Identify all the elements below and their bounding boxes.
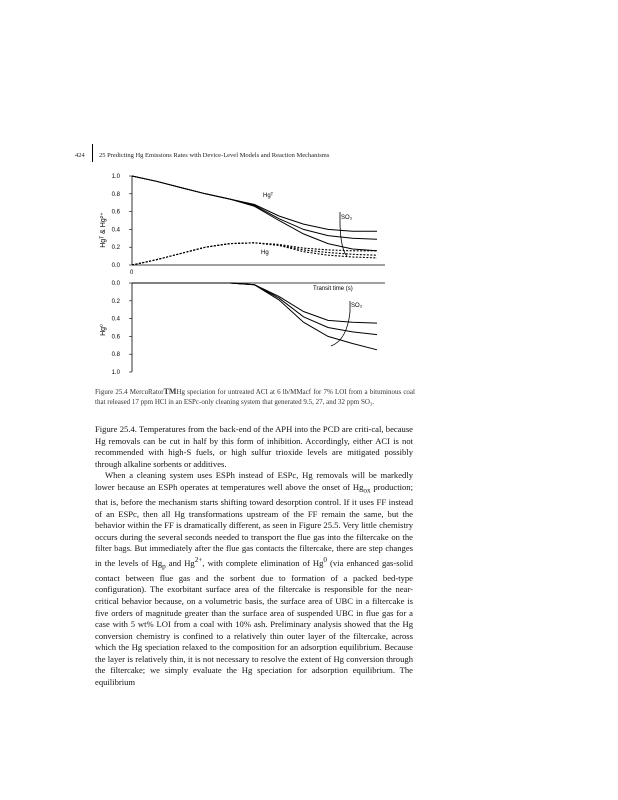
y-tick-label: 0.4	[111, 227, 120, 234]
hg-ox-curve-label: Hg	[261, 250, 269, 256]
top-y-ticks	[112, 174, 132, 269]
page-number: 424	[75, 152, 85, 159]
x-axis-label: Transit time (s)	[313, 286, 353, 292]
y-tick-label: 0.8	[111, 352, 120, 359]
chapter-title: 25 Predicting Hg Emissions Rates with Device-Level Models and Reaction Mechanisms	[99, 152, 330, 159]
p2-part-a: When a cleaning system uses ESPh instead of ESPc, Hg removals will be markedly lower because an ESPh operates at temperatures well above the onset of Hg	[95, 470, 413, 492]
caption-prefix: Figure 25.4 MercuRator	[95, 388, 164, 396]
p2-sup-2plus: 2+	[194, 555, 203, 564]
figure-caption	[95, 387, 415, 407]
bottom-y-label: Hg⁰	[100, 324, 107, 336]
caption-tm: TM	[163, 387, 177, 396]
paragraph-2	[95, 470, 413, 688]
bottom-y-ticks	[112, 281, 132, 376]
y-tick-label: 1.0	[111, 370, 120, 376]
p2-part-d: , with complete elimination of Hg	[202, 557, 324, 568]
header-divider	[92, 144, 93, 162]
y-tick-label: 0.0	[111, 281, 120, 287]
page-header	[75, 152, 495, 168]
top-y-label: Hgᵀ & Hg²⁺	[100, 212, 107, 248]
p2-part-b: production; that is, before the mechanism starts shifting toward desorption control. If it uses FF instead of an ESPc, then all Hg transformations upstream of the FF remain the same, but the behavior within the FF is dramatically different, as seen in Figure 25.5. Very little chemistry occurs during the several seconds needed to transport the flue gas into the filtercake on the filter bags. But immediately after the flue gas contacts the filtercake, there are step changes in the levels of Hg	[95, 481, 413, 568]
y-tick-label: 0.2	[111, 298, 120, 305]
top-so3-arrow	[340, 225, 347, 256]
top-so3-label: SO₃	[341, 215, 353, 221]
y-tick-label: 0.2	[111, 245, 120, 252]
paragraph-1: Figure 25.4. Temperatures from the back-end of the APH into the PCD are criti-cal, because Hg removals can be cut in half by this form of inhibition. Accordingly, either ACI is not recommended with high-S fuels, or high sulfur trioxide levels are mitigated possibly through alkaline sorbents or additives.	[95, 424, 413, 469]
y-tick-label: 0.6	[111, 209, 120, 216]
bottom-so3-label: SO₃	[351, 303, 363, 309]
y-tick-label: 0.8	[111, 191, 120, 198]
y-tick-label: 0.6	[111, 334, 120, 341]
p2-part-e: (via enhanced gas-solid contact between flue gas and the sorbent due to formation of a packed bed-type configuration). The exorbitant surface area of the filtercake is responsible for the near-critical behavior because, on a volumetric basis, the surface area of UBC in a filtercake is five orders of magnitude greater than the surface area of suspended UBC in flue gas for a case with 5 wt% LOI from a coal with 10% ash. Preliminary analysis showed that the Hg conversion chemistry is confined to a relatively thin outer layer of the filtercake, across which the Hg speciation relaxed to the composition for an adsorption equilibrium. Because the layer is relatively thin, it is not necessary to resolve the extent of Hg conversion through the filtercake; we simply evaluate the Hg speciation for adsorption equilibrium. The equilibrium	[95, 557, 413, 687]
p2-sub-p: p	[162, 562, 166, 571]
p2-part-c: and Hg	[165, 557, 195, 568]
hgT-curve-label: Hgᵀ	[263, 193, 274, 199]
caption-text: Hg speciation for untreated ACI at 6 lb/MMacf for 7% LOI from a bituminous coal that released 17 ppm HCl in an ESPc-only cleaning system that generated 9.5, 27, and 32 ppm SO₃.	[95, 388, 415, 406]
p2-sup-0: 0	[323, 555, 327, 564]
body-text	[95, 424, 413, 688]
y-tick-label: 1.0	[111, 174, 120, 180]
figure-25-4	[95, 170, 395, 385]
p2-sub-ox: ox	[363, 486, 371, 495]
x-origin-label: 0	[130, 270, 134, 276]
y-tick-label: 0.4	[111, 316, 120, 323]
y-tick-label: 0.0	[111, 263, 120, 269]
